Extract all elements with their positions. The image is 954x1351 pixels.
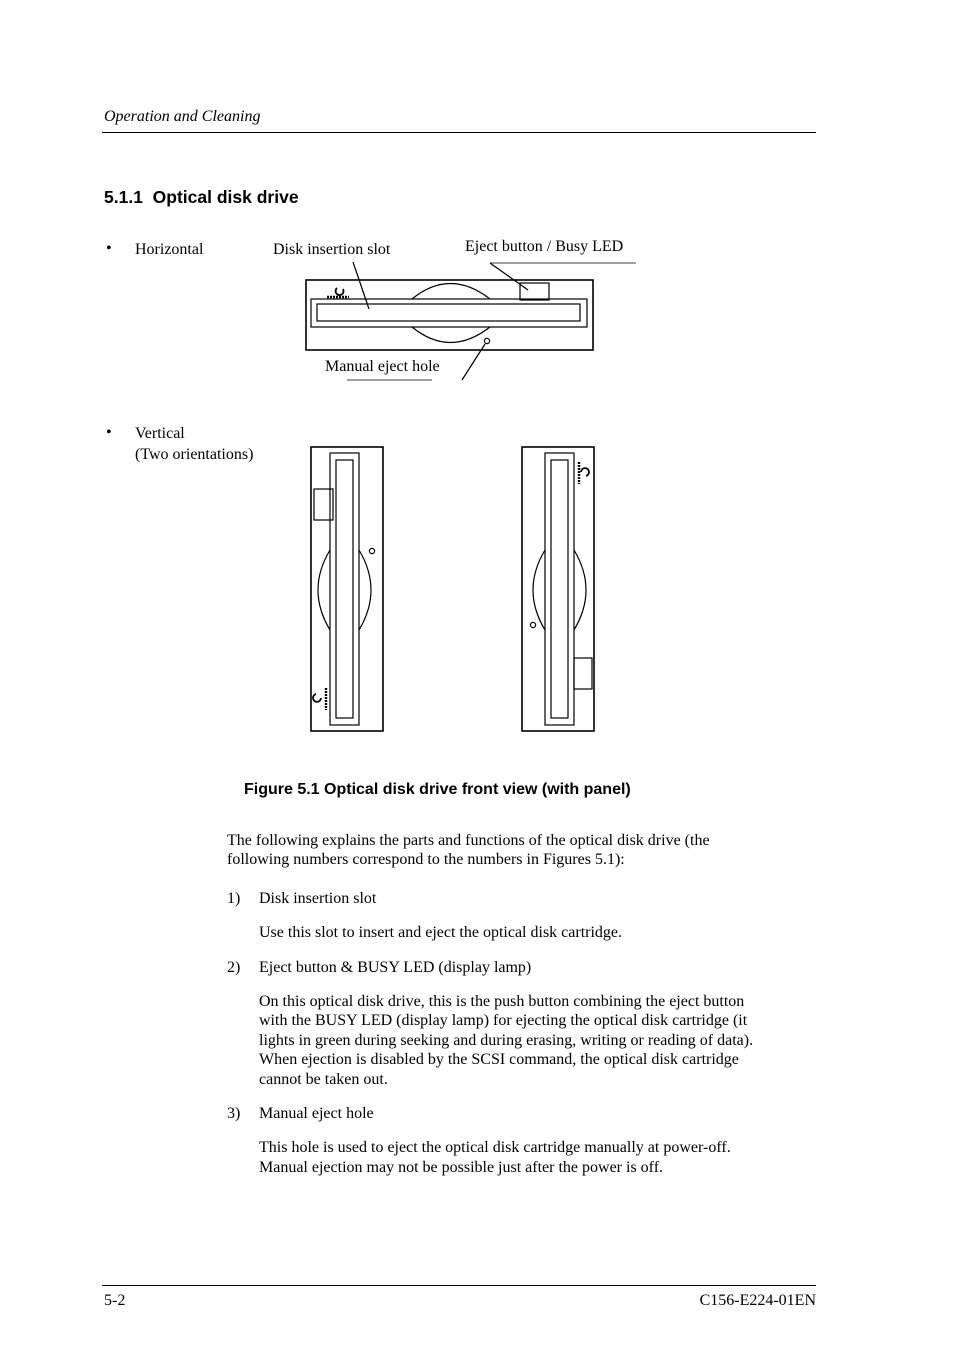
item-text: with the BUSY LED (display lamp) for ejecting the optical disk cartridge (it: [259, 1012, 748, 1029]
item-number: 1): [227, 890, 241, 907]
item-number: 3): [227, 1105, 241, 1122]
item-number: 2): [227, 959, 241, 976]
item-text: On this optical disk drive, this is the push button combining the eject button: [259, 993, 745, 1010]
logo-icon: [313, 688, 326, 710]
item-text: Manual ejection may not be possible just after the power is off.: [259, 1159, 664, 1176]
bullet-dot: •: [106, 424, 112, 441]
logo-icon: [327, 288, 349, 297]
document-id: C156-E224-01EN: [699, 1292, 816, 1309]
intro-line: The following explains the parts and functions of the optical disk drive (the: [227, 832, 710, 849]
label-vertical: Vertical: [135, 425, 185, 442]
vertical-drive-illustration-left: [311, 447, 383, 731]
bullet-dot: •: [106, 240, 112, 257]
label-horizontal: Horizontal: [135, 241, 204, 258]
callout-disk-insertion-slot: Disk insertion slot: [273, 241, 391, 258]
item-title: Manual eject hole: [259, 1105, 374, 1122]
section-heading: Optical disk drive: [152, 187, 299, 207]
section-number: 5.1.1: [104, 187, 143, 207]
callout-eject-button: Eject button / Busy LED: [465, 238, 624, 255]
logo-icon: [579, 462, 589, 484]
item-text: cannot be taken out.: [259, 1071, 388, 1088]
item-title: Disk insertion slot: [259, 890, 377, 907]
horizontal-drive-illustration: [306, 280, 593, 350]
callout-manual-eject-hole: Manual eject hole: [325, 358, 440, 375]
running-header: Operation and Cleaning: [104, 108, 261, 125]
item-text: When ejection is disabled by the SCSI command, the optical disk cartridge: [259, 1051, 739, 1068]
vertical-drive-illustration-right: [522, 447, 594, 731]
item-text: This hole is used to eject the optical disk cartridge manually at power-off.: [259, 1139, 731, 1156]
footer-rule: [102, 1285, 816, 1286]
page-number: 5-2: [104, 1292, 126, 1309]
item-text: lights in green during seeking and during erasing, writing or reading of data).: [259, 1032, 754, 1049]
leader-line: [353, 262, 369, 309]
intro-line: following numbers correspond to the numbers in Figures 5.1):: [227, 851, 625, 868]
label-vertical-sub: (Two orientations): [135, 446, 254, 463]
item-text: Use this slot to insert and eject the optical disk cartridge.: [259, 924, 623, 941]
figure-caption: Figure 5.1 Optical disk drive front view (with panel): [244, 781, 631, 798]
item-title: Eject button & BUSY LED (display lamp): [259, 959, 532, 976]
